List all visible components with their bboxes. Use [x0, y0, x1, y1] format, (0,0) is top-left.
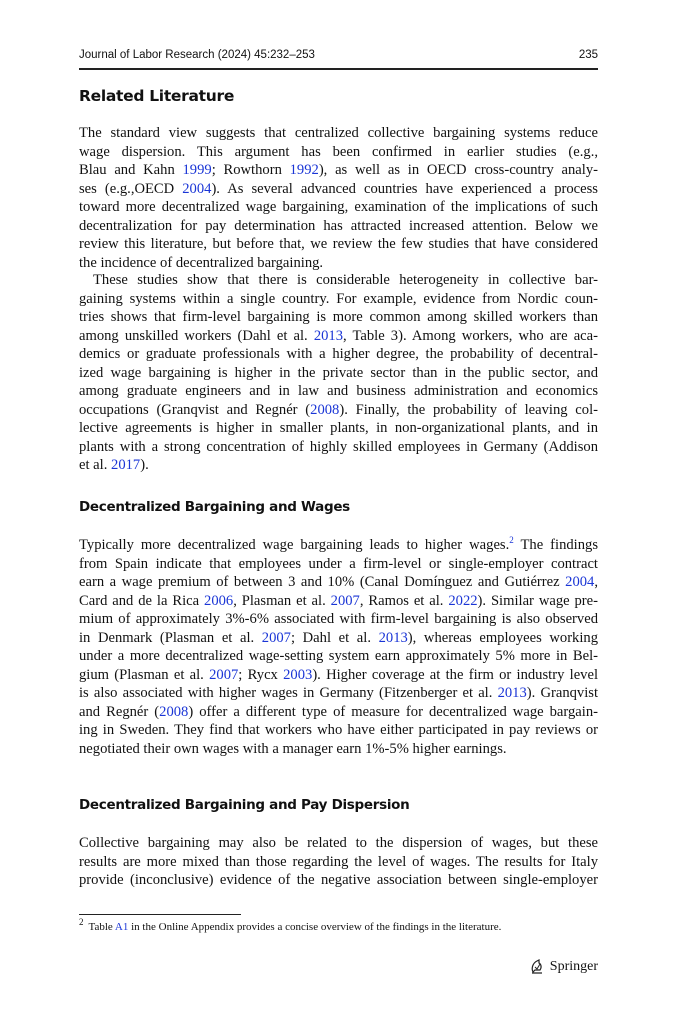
- text-segment: review this literature, but before that, we review the few studies that have considered: [79, 236, 598, 253]
- header-rule: [79, 68, 598, 70]
- paragraph: [79, 124, 598, 272]
- footnote-number: 2: [79, 917, 84, 928]
- text-segment: et al.: [79, 457, 112, 474]
- text-line: [79, 666, 598, 685]
- text-line: [79, 871, 598, 890]
- text-segment: and Regnér (: [79, 703, 160, 720]
- text-line: [79, 254, 598, 273]
- text-segment: Card and de la Rica: [79, 592, 205, 609]
- citation-link[interactable]: 2007: [330, 592, 360, 609]
- citation-link[interactable]: 1999: [182, 162, 212, 179]
- text-line: [79, 684, 598, 703]
- page-number: 235: [578, 49, 598, 61]
- journal-citation: Journal of Labor Research (2024) 45:232–253: [79, 49, 315, 61]
- text-segment: earn a wage premium of between 3 and 10% (Canal Domínguez and Gutiérrez: [79, 574, 566, 591]
- text-segment: ), as well as in OECD cross-country analy-: [318, 162, 598, 179]
- text-segment: ), whereas employees working: [407, 629, 599, 646]
- text-segment: from Spain indicate that employees under a firm-level or single-employer contract: [79, 555, 598, 572]
- text-segment: demics or graduate professionals with a higher degree, the probability of decentral-: [79, 346, 598, 363]
- text-segment: These studies show that there is considerable heterogeneity in collective bar-: [93, 272, 598, 288]
- text-segment: , Table 3). Among workers, who are aca-: [343, 327, 598, 344]
- text-line: [79, 703, 598, 722]
- text-segment: plants with a strong concentration of highly skilled employees in Germany (Addison: [79, 438, 598, 455]
- text-line: [79, 143, 598, 162]
- text-segment: The standard view suggests that centralized collective bargaining systems reduce: [79, 125, 598, 141]
- text-segment: ). Finally, the probability of leaving col-: [339, 401, 598, 418]
- citation-link[interactable]: 2006: [204, 592, 234, 609]
- citation-link[interactable]: 2017: [111, 457, 141, 474]
- section-heading-related-literature: Related Literature: [79, 87, 235, 105]
- citation-link[interactable]: 2022: [448, 592, 478, 609]
- text-line: [79, 740, 598, 759]
- text-line: [79, 290, 598, 309]
- text-segment: in Denmark (Plasman et al.: [79, 629, 262, 646]
- running-header: [79, 49, 598, 61]
- paragraph: [79, 271, 598, 475]
- citation-link[interactable]: 2008: [310, 401, 340, 418]
- text-segment: ,: [594, 574, 598, 591]
- text-line: [79, 456, 598, 475]
- citation-link[interactable]: 2004: [565, 574, 595, 591]
- text-segment: wage dispersion. This argument has been confirmed in earlier studies (e.g.,: [79, 143, 598, 160]
- footnote-rule: [79, 914, 241, 915]
- text-segment: ; Dahl et al.: [290, 629, 379, 646]
- citation-link[interactable]: 2003: [283, 666, 313, 683]
- text-segment: ).: [140, 457, 149, 474]
- text-segment: tries shows that firm-level bargaining is more common among skilled workers than: [79, 309, 598, 326]
- text-segment: ing in Sweden. They find that workers who have either participated in pay reviews or: [79, 722, 598, 739]
- text-line: [79, 592, 598, 611]
- text-segment: results are more mixed than those regarding the level of wages. The results for Italy: [79, 853, 598, 870]
- text-segment: gaining systems within a single country. For example, evidence from Nordic coun-: [79, 290, 598, 307]
- text-line: [79, 235, 598, 254]
- text-segment: negotiated their own wages with a manager earn 1%-5% higher earnings.: [79, 741, 507, 758]
- text-line: [79, 327, 598, 346]
- footnote-ref[interactable]: 2: [509, 535, 514, 546]
- text-segment: Blau and Kahn: [79, 162, 183, 179]
- text-segment: gium (Plasman et al.: [79, 666, 210, 683]
- text-line: [79, 308, 598, 327]
- footnote: [79, 917, 502, 933]
- publisher-logo: [528, 958, 598, 976]
- text-line: [79, 573, 598, 592]
- paragraph: [79, 834, 598, 890]
- footnote-text: Table: [88, 921, 115, 933]
- text-line: [79, 180, 598, 199]
- text-segment: the incidence of decentralized bargaining.: [79, 254, 324, 271]
- text-segment: Typically more decentralized wage bargaining leads to higher wages.: [79, 537, 510, 553]
- text-line: [79, 217, 598, 236]
- text-segment: ses (e.g.,OECD: [79, 180, 183, 197]
- text-line: [79, 853, 598, 872]
- text-line: [79, 345, 598, 364]
- citation-link[interactable]: 2008: [159, 703, 189, 720]
- text-segment: ). As several advanced countries have experienced a process: [211, 180, 598, 197]
- text-line: [79, 161, 598, 180]
- text-line: [79, 610, 598, 629]
- text-segment: is also associated with higher wages in Germany (Fitzenberger et al.: [79, 685, 498, 702]
- text-segment: ized wage bargaining is higher in the private sector than in the public sector, and: [79, 364, 598, 381]
- text-segment: ). Higher coverage at the firm or industry level: [312, 666, 598, 683]
- text-segment: Collective bargaining may also be related to the dispersion of wages, but these: [79, 835, 598, 851]
- paragraph: [79, 536, 598, 759]
- springer-horse-icon: [528, 958, 546, 976]
- text-segment: , Ramos et al.: [359, 592, 449, 609]
- text-line: [79, 536, 598, 555]
- text-segment: decentralization for pay determination has attracted increased attention. Below we: [79, 217, 598, 234]
- text-segment: lective agreements is higher in smaller plants, in non-organizational plants, and in: [79, 420, 598, 437]
- text-line: [79, 647, 598, 666]
- text-segment: among graduate engineers and in law and business administration and economics: [79, 383, 598, 400]
- text-segment: toward more decentralized wage bargaining, examination of the implications of such: [79, 199, 598, 216]
- text-segment: ). Granqvist: [526, 685, 599, 702]
- text-line: [79, 364, 598, 383]
- text-segment: ; Rowthorn: [211, 162, 290, 179]
- text-segment: mium of approximately 3%-6% associated with firm-level bargaining is also observed: [79, 611, 598, 628]
- footnote-link[interactable]: A1: [114, 921, 129, 933]
- text-line: [79, 198, 598, 217]
- text-segment: ). Similar wage pre-: [477, 592, 599, 609]
- text-line: [79, 438, 598, 457]
- text-line: [79, 401, 598, 420]
- text-line: [79, 382, 598, 401]
- citation-link[interactable]: 2013: [378, 629, 408, 646]
- publisher-name: Springer: [549, 959, 598, 974]
- text-segment: , Plasman et al.: [233, 592, 331, 609]
- text-segment: occupations (Granqvist and Regnér (: [79, 401, 311, 418]
- text-line: [79, 419, 598, 438]
- text-line: [79, 271, 598, 290]
- citation-link[interactable]: 1992: [289, 162, 319, 179]
- citation-link[interactable]: 2013: [497, 685, 527, 702]
- text-segment: under a more decentralized wage-setting system earn approximately 5% more in Bel-: [79, 648, 598, 665]
- citation-link[interactable]: 2007: [209, 666, 239, 683]
- text-line: [79, 555, 598, 574]
- footnote-text: in the Online Appendix provides a concise overview of the findings in the literature.: [128, 921, 502, 933]
- text-line: [79, 629, 598, 648]
- subsection-heading-pay-dispersion: Decentralized Bargaining and Pay Dispersion: [79, 797, 410, 813]
- text-line: [79, 124, 598, 143]
- text-segment: among unskilled workers (Dahl et al.: [79, 327, 314, 344]
- subsection-heading-wages: Decentralized Bargaining and Wages: [79, 499, 350, 515]
- text-segment: The findings: [513, 537, 599, 553]
- citation-link[interactable]: 2007: [261, 629, 291, 646]
- text-segment: ) offer a different type of measure for decentralized wage bargain-: [188, 703, 598, 720]
- text-segment: provide (inconclusive) evidence of the negative association between single-employer: [79, 872, 598, 889]
- text-line: [79, 721, 598, 740]
- text-segment: ; Rycx: [238, 666, 284, 683]
- citation-link[interactable]: 2004: [182, 180, 212, 197]
- text-line: [79, 834, 598, 853]
- citation-link[interactable]: 2013: [313, 327, 343, 344]
